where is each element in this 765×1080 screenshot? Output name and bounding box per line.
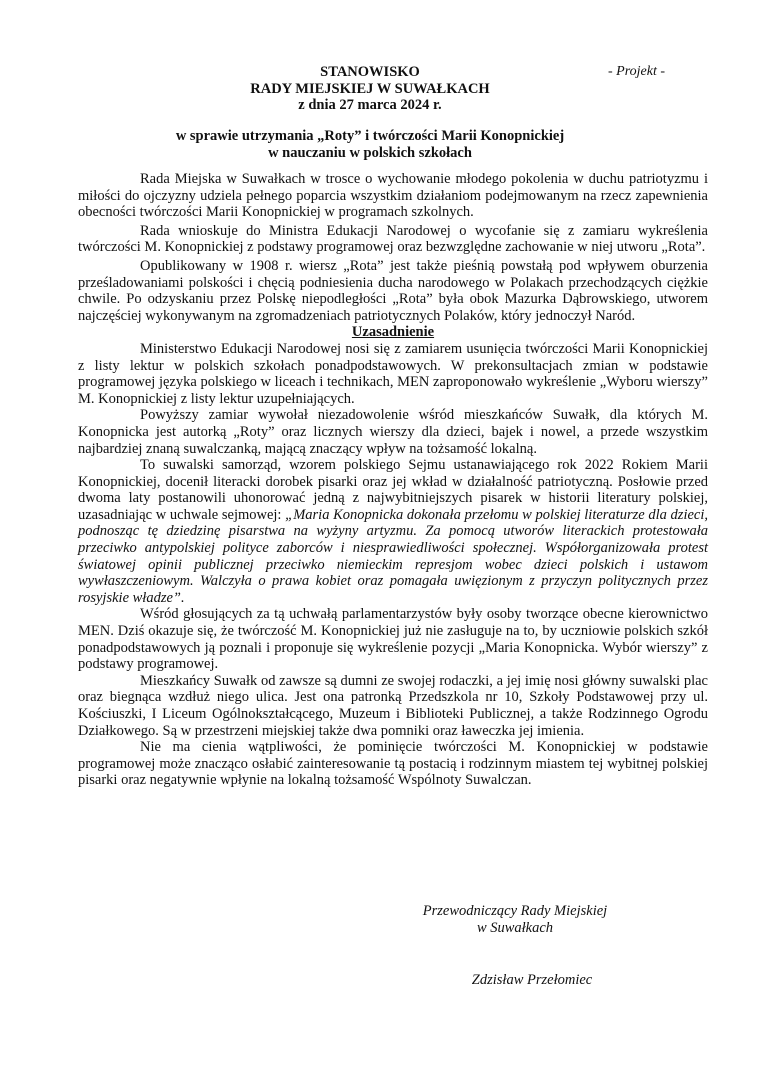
subject-line-2: w nauczaniu w polskich szkołach (268, 144, 472, 161)
document-date: z dnia 27 marca 2024 r. (298, 97, 442, 113)
signatory-title-line-2: w Suwałkach (476, 920, 554, 936)
document-subject (100, 128, 640, 161)
resolution-paragraph-1: Rada Miejska w Suwałkach w trosce o wychowanie młodego pokolenia w duchu patriotyzmu i miłości do ojczyzny udziela pełnego poparcia wszystkim działaniom podejmowanym na rzecz zapewnienia obecności twórczości Marii Konopnickiej w programach szkolnych. (78, 171, 708, 221)
subject-line-1: w sprawie utrzymania „Roty” i twórczości Marii Konopnickiej (175, 128, 565, 144)
justification-paragraph-3-text: To suwalski samorząd, wzorem polskiego Sejmu ustanawiającego rok 2022 Rokiem Marii Konopnickiej, docenił literacki dorobek pisarki oraz jej wkład w działalność patriotyczną. Posłowie przed dwoma laty postanowili uhonorować jedną z najwybitniejszych pisarek w historii literatury polskiej, uzasadniając w uchwale sejmowej: (78, 457, 708, 523)
justification-heading: Uzasadnienie (351, 324, 435, 341)
signatory-title (415, 903, 615, 937)
sejm-resolution-quote: „Maria Konopnicka dokonała przełomu w polskiej literaturze dla dzieci, podnosząc tę dziedzinę pisarstwa na wyżyny artyzmu. Za pomocą utworów literackich protestowała przeciwko antypolskiej polityce zaborców i niesprawiedliwości społecznej. Współorganizowała protest światowej opinii publicznej przeciwko niemieckim represjom wobec dzieci polskich i ustawom wywłaszczeniowym. Walczyła o prawa kobiet oraz pomagała uwięzionym z przyczyn politycznych przez rosyjskie władze”. (78, 506, 708, 606)
justification-paragraph-3 (78, 457, 708, 606)
justification-paragraph-6: Nie ma cienia wątpliwości, że pominięcie twórczości M. Konopnickiej w podstawie programowej może znacząco osłabić zainteresowanie tą postacią i rodzinnym miastem tej wybitnej polskiej pisarki oraz negatywnie wpłynie na lokalną tożsamość Wspólnoty Suwalczan. (78, 739, 708, 789)
document-type: STANOWISKO (320, 64, 420, 80)
draft-label: - Projekt - (608, 64, 666, 79)
justification-paragraph-5: Mieszkańcy Suwałk od zawsze są dumni ze swojej rodaczki, a jej imię nosi główny suwalski plac oraz biegnąca wzdłuż niego ulica. Jest ona patronką Przedszkola nr 10, Szkoły Podstawowej przy ul. Kościuszki, I Liceum Ogólnokształcącego, Muzeum i Biblioteki Publicznej, a także Rodzinnego Ogrodu Działkowego. Są w przestrzeni miejskiej także dwa pomniki oraz ławeczka jej imienia. (78, 672, 708, 739)
justification-paragraph-1: Ministerstwo Edukacji Narodowej nosi się z zamiarem usunięcia twórczości Marii Konopnickiej z listy lektur w polskich szkołach ponadpodstawowych. W prekonsultacjach zmian w podstawie programowej języka polskiego w liceach i technikach, MEN zaproponowało wykreślenie „Wyboru wierszy” M. Konopnickiej z listy lektur uzupełniających. (78, 340, 708, 407)
justification-paragraph-4: Wśród głosujących za tą uchwałą parlamentarzystów były osoby tworzące obecne kierownictwo MEN. Dziś okazuje się, że twórczość M. Konopnickiej już nie zasługuje na to, by uczniowie polskich szkół ponadpodstawowych ją poznali i proponuje się wykreślenie pozycji „Maria Konopnicka. Wybór wierszy” z podstawy programowej. (78, 606, 708, 673)
issuing-body: RADY MIEJSKIEJ W SUWAŁKACH (250, 80, 490, 97)
document-body (78, 171, 708, 789)
signatory-name: Zdzisław Przełomiec (471, 972, 593, 988)
resolution-paragraph-2: Rada wnioskuje do Ministra Edukacji Narodowej o wycofanie się z zamiaru wykreślenia twórczości M. Konopnickiej z podstawy programowej oraz bezwzględne zachowanie w niej utworu „Rota”. (78, 222, 708, 256)
justification-paragraph-2: Powyższy zamiar wywołał niezadowolenie wśród mieszkańców Suwałk, dla których M. Konopnicka jest autorką „Roty” oraz licznych wierszy dla dzieci, bajek i nowel, a przede wszystkim najbardziej znaną suwalczanką, mającą znaczący wpływ na tożsamość lokalną. (78, 407, 708, 457)
resolution-paragraph-3: Opublikowany w 1908 r. wiersz „Rota” jest także pieśnią powstałą pod wpływem oburzenia prześladowaniami polskości i chęcią podniesienia ducha narodowego w Polakach przechodzących ciężkie chwile. Po odzyskaniu przez Polskę niepodległości „Rota” była obok Mazurka Dąbrowskiego, utworem najczęściej wykonywanym na zgromadzeniach patriotycznych Polaków, który jednoczył Naród. (78, 257, 708, 324)
document-header (120, 64, 620, 114)
signatory-title-line-1: Przewodniczący Rady Miejskiej (422, 903, 608, 919)
